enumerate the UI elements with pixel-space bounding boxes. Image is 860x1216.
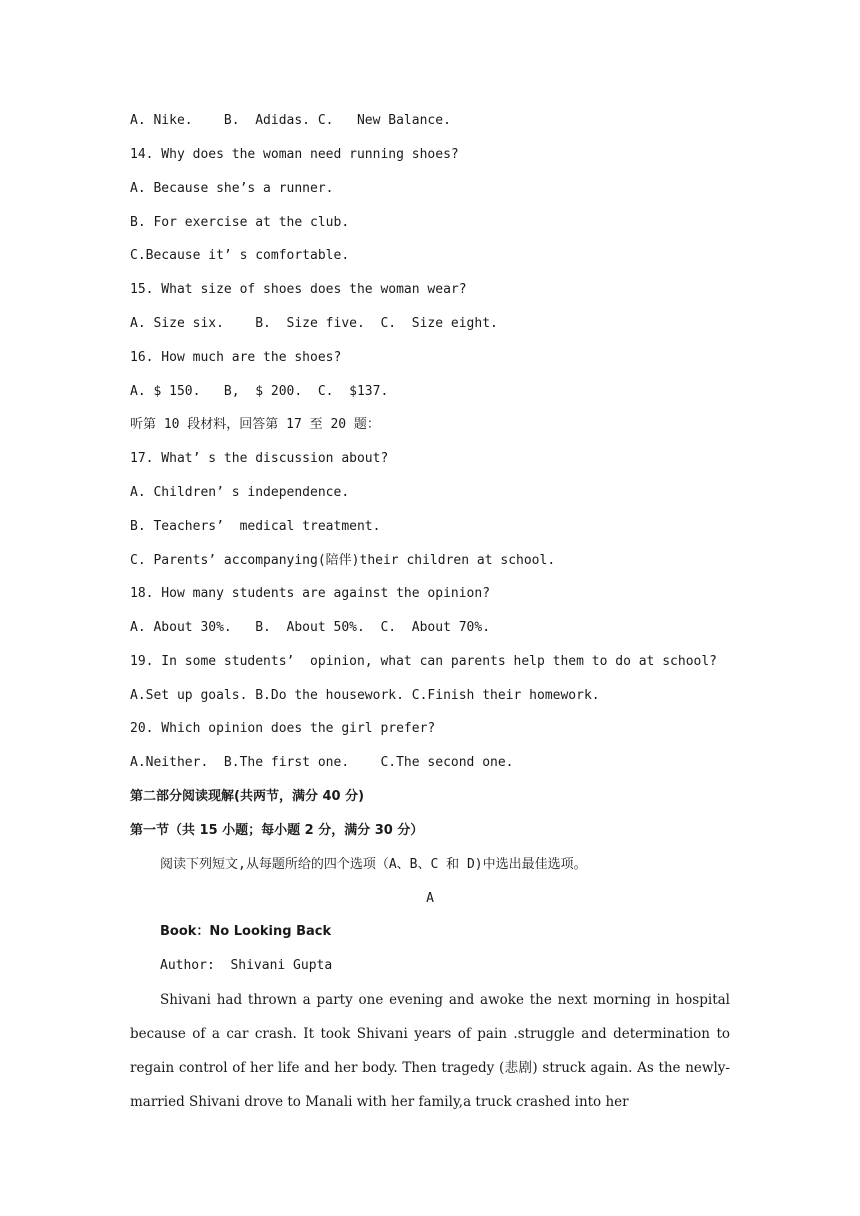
question-15: 15. What size of shoes does the woman wear? (130, 282, 467, 297)
q19-options: A.Set up goals. B.Do the housework. C.Finish their homework. (130, 688, 600, 703)
q13-options: A. Nike. B. Adidas. C. New Balance. (130, 113, 451, 128)
q14-option-a: A. Because she’s a runner. (130, 181, 334, 196)
book-title: Book：No Looking Back (160, 924, 332, 939)
reading-directions: 阅读下列短文,从每题所给的四个选项（A、B、C 和 D)中选出最佳选项。 (160, 857, 587, 872)
passage-paragraph (130, 983, 730, 1119)
question-16: 16. How much are the shoes? (130, 350, 342, 365)
section-instruction-10: 听第 10 段材料，回答第 17 至 20 题： (130, 417, 380, 432)
question-17: 17. What’ s the discussion about? (130, 451, 389, 466)
q17-option-c: C. Parents’ accompanying(陪伴)their children at school. (130, 553, 556, 568)
q15-options: A. Size six. B. Size five. C. Size eight. (130, 316, 498, 331)
paragraph-text: Shivani had thrown a party one evening and awoke the next morning in hospital because of a car crash. It took Shivani years of pain .struggle and determination to regain control of her life and her body. Then tragedy (悲剧) struck again. As the newly-married Shivani drove to Manali with her family,a truck crashed into her (130, 992, 730, 1110)
q17-option-a: A. Children’ s independence. (130, 485, 350, 500)
q14-option-b: B. For exercise at the club. (130, 215, 350, 230)
passage-label: A (426, 891, 434, 906)
question-20: 20. Which opinion does the girl prefer? (130, 721, 436, 736)
q18-options: A. About 30%. B. About 50%. C. About 70%. (130, 620, 491, 635)
q20-options: A.Neither. B.The first one. C.The second one. (130, 755, 514, 770)
question-18: 18. How many students are against the opinion? (130, 586, 491, 601)
q16-options: A. $ 150. B, $ 200. C. $137. (130, 384, 389, 399)
part-two-heading: 第二部分阅读现解(共两节，满分 40 分) (130, 789, 365, 804)
section-one-heading: 第一节（共 15 小题；每小题 2 分，满分 30 分） (130, 823, 424, 838)
q14-option-c: C.Because it’ s comfortable. (130, 248, 350, 263)
book-author: Author: Shivani Gupta (160, 958, 333, 973)
question-19: 19. In some students’ opinion, what can parents help them to do at school? (130, 654, 717, 669)
question-14: 14. Why does the woman need running shoes? (130, 147, 459, 162)
q17-option-b: B. Teachers’ medical treatment. (130, 519, 381, 534)
